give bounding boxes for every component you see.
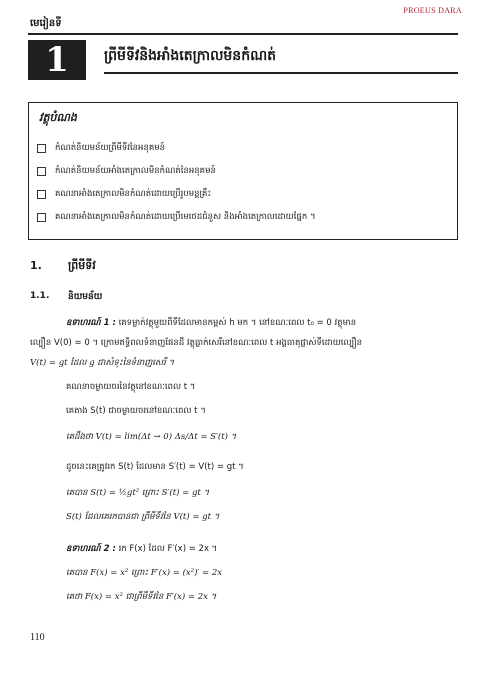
objective-text: គណនាអាំងតេក្រាលមិនកំណត់ដោយប្រើមេថេដជំនួស និងអាំងតេក្រាលដោយផ្នែក ។ (55, 211, 316, 222)
objectives-box (28, 102, 458, 240)
title-underline (104, 72, 458, 74)
objective-item (37, 206, 316, 229)
example1-line1 (66, 318, 356, 330)
chapter-title: ព្រីមីទីវនិងអាំងតេក្រាលមិនកំណត់ (104, 48, 277, 64)
objective-item (37, 160, 316, 183)
objective-item (37, 183, 316, 206)
example2-line1 (66, 544, 217, 556)
publisher-brand: PROEUS DARA (403, 6, 462, 15)
example1-line4: គណនាចម្ងាយចរនៃវត្ថុនៅខណៈពេល t ។ (66, 382, 196, 392)
example1-line3: V(t) = gt ដែល g ជាសំទុះនៃទំនាញសេរី ។ (30, 358, 175, 368)
objectives-list (37, 137, 316, 229)
example1-line8: គេបាន S(t) = ½gt² ព្រោះ S′(t) = gt ។ (66, 488, 210, 498)
example2-line3: គេថា F(x) = x² ជាព្រីមីទីវនៃ F′(x) = 2x ។ (66, 592, 217, 602)
example1-line6: គេដឹងថា V(t) = lim(Δt → 0) Δs/Δt = S′(t) ។ (66, 432, 237, 442)
checkbox-icon (37, 190, 46, 199)
example1-line2: ល្បឿន V(0) = 0 ។ ក្រោមឥទ្ធិពលទំនាញផែនដី វត្ថុធ្លាក់សេរីនៅខណៈពេល t អង្គធាតុផ្លាស់ទីដោយល្បឿន (30, 338, 363, 348)
example1-line5: គេតាង S(t) ជាចម្ងាយចរនៅខណៈពេល t ។ (66, 406, 206, 416)
checkbox-icon (37, 167, 46, 176)
section-title: ព្រីមីទីវ (68, 259, 96, 272)
section-number: 1. (30, 259, 42, 272)
subsection-number: 1.1. (30, 291, 50, 301)
example1-line7: ដូចនេះគេត្រូវរក S(t) ដែលមាន S′(t) = V(t) = gt ។ (66, 462, 244, 472)
example2-label: ឧទាហរណ៍ 2 : (66, 544, 116, 554)
chapter-label: មេរៀនទី (30, 18, 62, 29)
objective-item (37, 137, 316, 160)
objective-text: កំណត់និយមន័យអាំងតេក្រាលមិនកំណត់នៃអនុគមន៍ (55, 165, 216, 176)
example2-line2: គេបាន F(x) = x² ព្រោះ F′(x) = (x²)′ = 2x (66, 568, 223, 578)
example1-line9: S(t) ដែលគេរកបានជា ព្រីមីទីវនៃ V(t) = gt ។ (66, 512, 220, 522)
chapter-number-box: 1 (28, 40, 86, 80)
top-divider (28, 33, 458, 35)
page-number: 110 (30, 632, 45, 643)
subsection-title: និយមន័យ (68, 292, 103, 302)
checkbox-icon (37, 144, 46, 153)
example2-text: រក F(x) ដែល F′(x) = 2x ។ (118, 544, 218, 554)
example1-text: គេទម្លាក់វត្ថុមួយពីទីដែលមានកម្ពស់ h មក ។ នៅខណៈពេល t₀ = 0 វត្ថុមាន (118, 318, 357, 328)
checkbox-icon (37, 213, 46, 222)
example1-label: ឧទាហរណ៍ 1 : (66, 318, 116, 328)
objectives-heading: វត្ថុបំណង (39, 111, 77, 124)
objective-text: គណនាអាំងតេក្រាលមិនកំណត់ដោយប្រើរូបមន្តគ្រឹះ (55, 188, 212, 199)
objective-text: កំណត់និយមន័យព្រីមីទីវនៃអនុគមន៍ (55, 142, 166, 153)
